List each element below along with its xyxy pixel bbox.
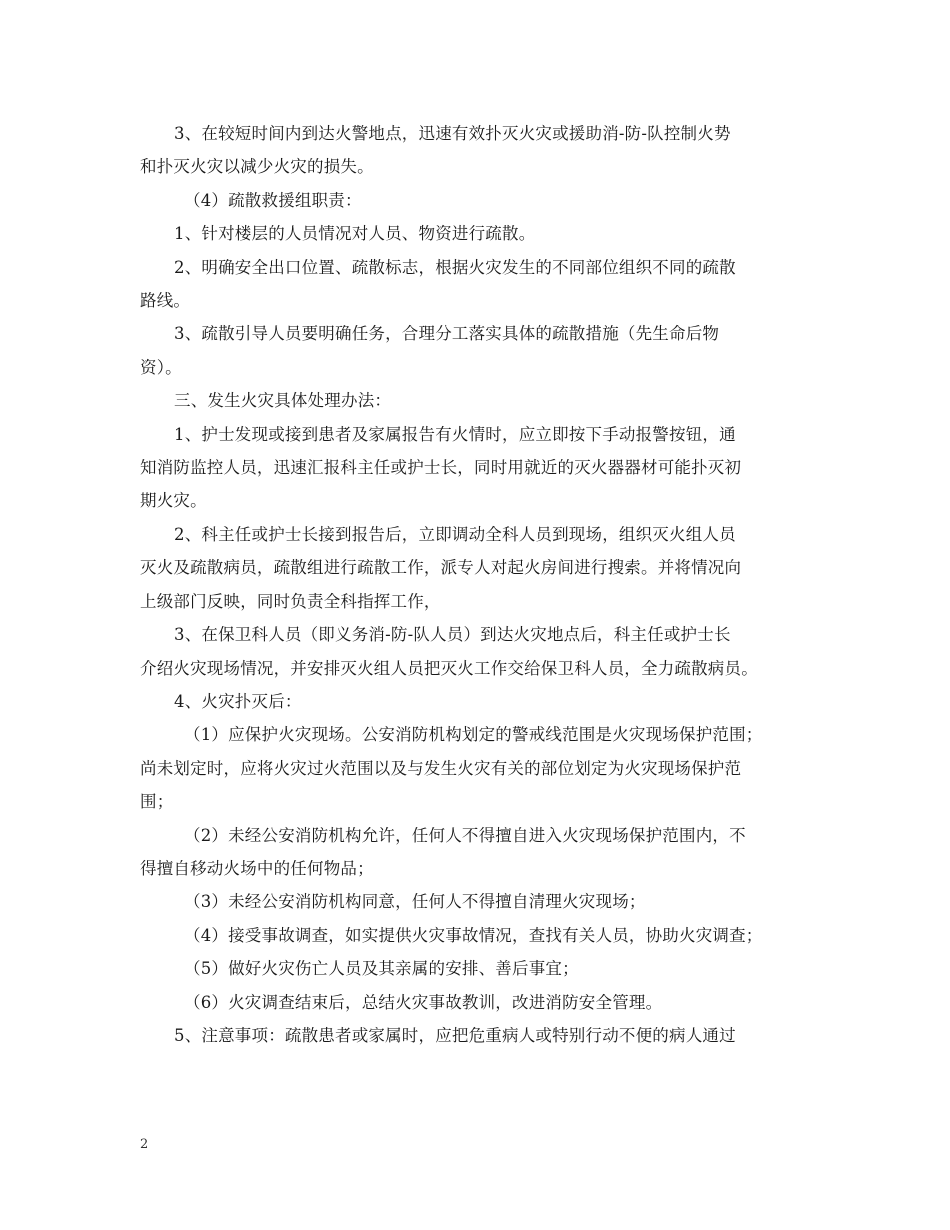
text-line: 上级部门反映，同时负责全科指挥工作， <box>140 591 441 611</box>
paragraph-p4 <box>140 251 820 318</box>
text-line: 期火灾。 <box>140 491 207 511</box>
text-line: （4）疏散救援组职责： <box>184 190 362 210</box>
text-line: 3、在较短时间内到达火警地点，迅速有效扑灭火灾或援助消-防-队控制火势 <box>174 124 731 143</box>
text-line: 1、护士发现或接到患者及家属报告有火情时，应立即按下手动报警按钮，通 <box>174 424 736 444</box>
text-line: 2、明确安全出口位置、疏散标志，根据火灾发生的不同部位组织不同的疏散 <box>174 257 736 277</box>
paragraph-p16 <box>140 986 820 1019</box>
text-line: 2、科主任或护士长接到报告后，立即调动全科人员到现场，组织灭火组人员 <box>174 524 736 544</box>
paragraph-p5 <box>140 317 820 384</box>
paragraph-p10 <box>140 685 820 718</box>
text-line: 灭火及疏散病员，疏散组进行疏散工作，派专人对起火房间进行搜索。并将情况向 <box>140 558 742 578</box>
paragraph-p14 <box>140 919 820 952</box>
paragraph-p8 <box>140 518 820 618</box>
paragraph-p15 <box>140 952 820 985</box>
page-number: 2 <box>140 1137 149 1152</box>
paragraph-p11 <box>140 718 820 818</box>
text-line: 和扑灭火灾以减少火灾的损失。 <box>140 157 374 177</box>
paragraph-p2 <box>140 184 820 217</box>
text-line: 5、注意事项：疏散患者或家属时，应把危重病人或特别行动不便的病人通过 <box>174 1025 736 1045</box>
text-line: 围； <box>140 792 174 812</box>
text-line: （1）应保护火灾现场。公安消防机构划定的警戒线范围是火灾现场保护范围； <box>184 725 763 745</box>
paragraph-p6 <box>140 384 820 417</box>
text-line: （6）火灾调查结束后，总结火灾事故教训，改进消防安全管理。 <box>184 992 663 1012</box>
paragraph-p12 <box>140 819 820 886</box>
text-line: 三、发生火灾具体处理办法： <box>174 391 392 411</box>
paragraph-p17 <box>140 1019 820 1052</box>
text-line: 3、在保卫科人员（即义务消-防-队人员）到达火灾地点后，科主任或护士长 <box>174 625 731 645</box>
text-line: 路线。 <box>140 291 191 311</box>
text-line: 4、火灾扑灭后： <box>174 691 302 711</box>
paragraph-p13 <box>140 885 820 918</box>
text-line: 资）。 <box>140 357 182 377</box>
paragraph-p7 <box>140 418 820 518</box>
text-line: （3）未经公安消防机构同意，任何人不得擅自清理火灾现场； <box>184 892 646 912</box>
paragraph-p1 <box>140 117 820 184</box>
text-line: 介绍火灾现场情况，并安排灭火组人员把灭火工作交给保卫科人员，全力疏散病员。 <box>140 658 758 678</box>
text-line: （5）做好火灾伤亡人员及其亲属的安排、善后事宜； <box>184 959 579 979</box>
paragraph-p9 <box>140 618 820 685</box>
document-body <box>140 117 820 1052</box>
text-line: （4）接受事故调查，如实提供火灾事故情况，查找有关人员，协助火灾调查； <box>184 925 763 945</box>
paragraph-p3 <box>140 217 820 250</box>
text-line: 知消防监控人员，迅速汇报科主任或护士长，同时用就近的灭火器器材可能扑灭初 <box>140 458 742 478</box>
text-line: 1、针对楼层的人员情况对人员、物资进行疏散。 <box>174 224 536 244</box>
text-line: 得擅自移动火场中的任何物品； <box>140 858 374 878</box>
text-line: （2）未经公安消防机构允许，任何人不得擅自进入火灾现场保护范围内，不 <box>184 825 746 845</box>
text-line: 尚未划定时，应将火灾过火范围以及与发生火灾有关的部位划定为火灾现场保护范 <box>140 758 742 778</box>
text-line: 3、疏散引导人员要明确任务，合理分工落实具体的疏散措施（先生命后物 <box>174 324 720 344</box>
